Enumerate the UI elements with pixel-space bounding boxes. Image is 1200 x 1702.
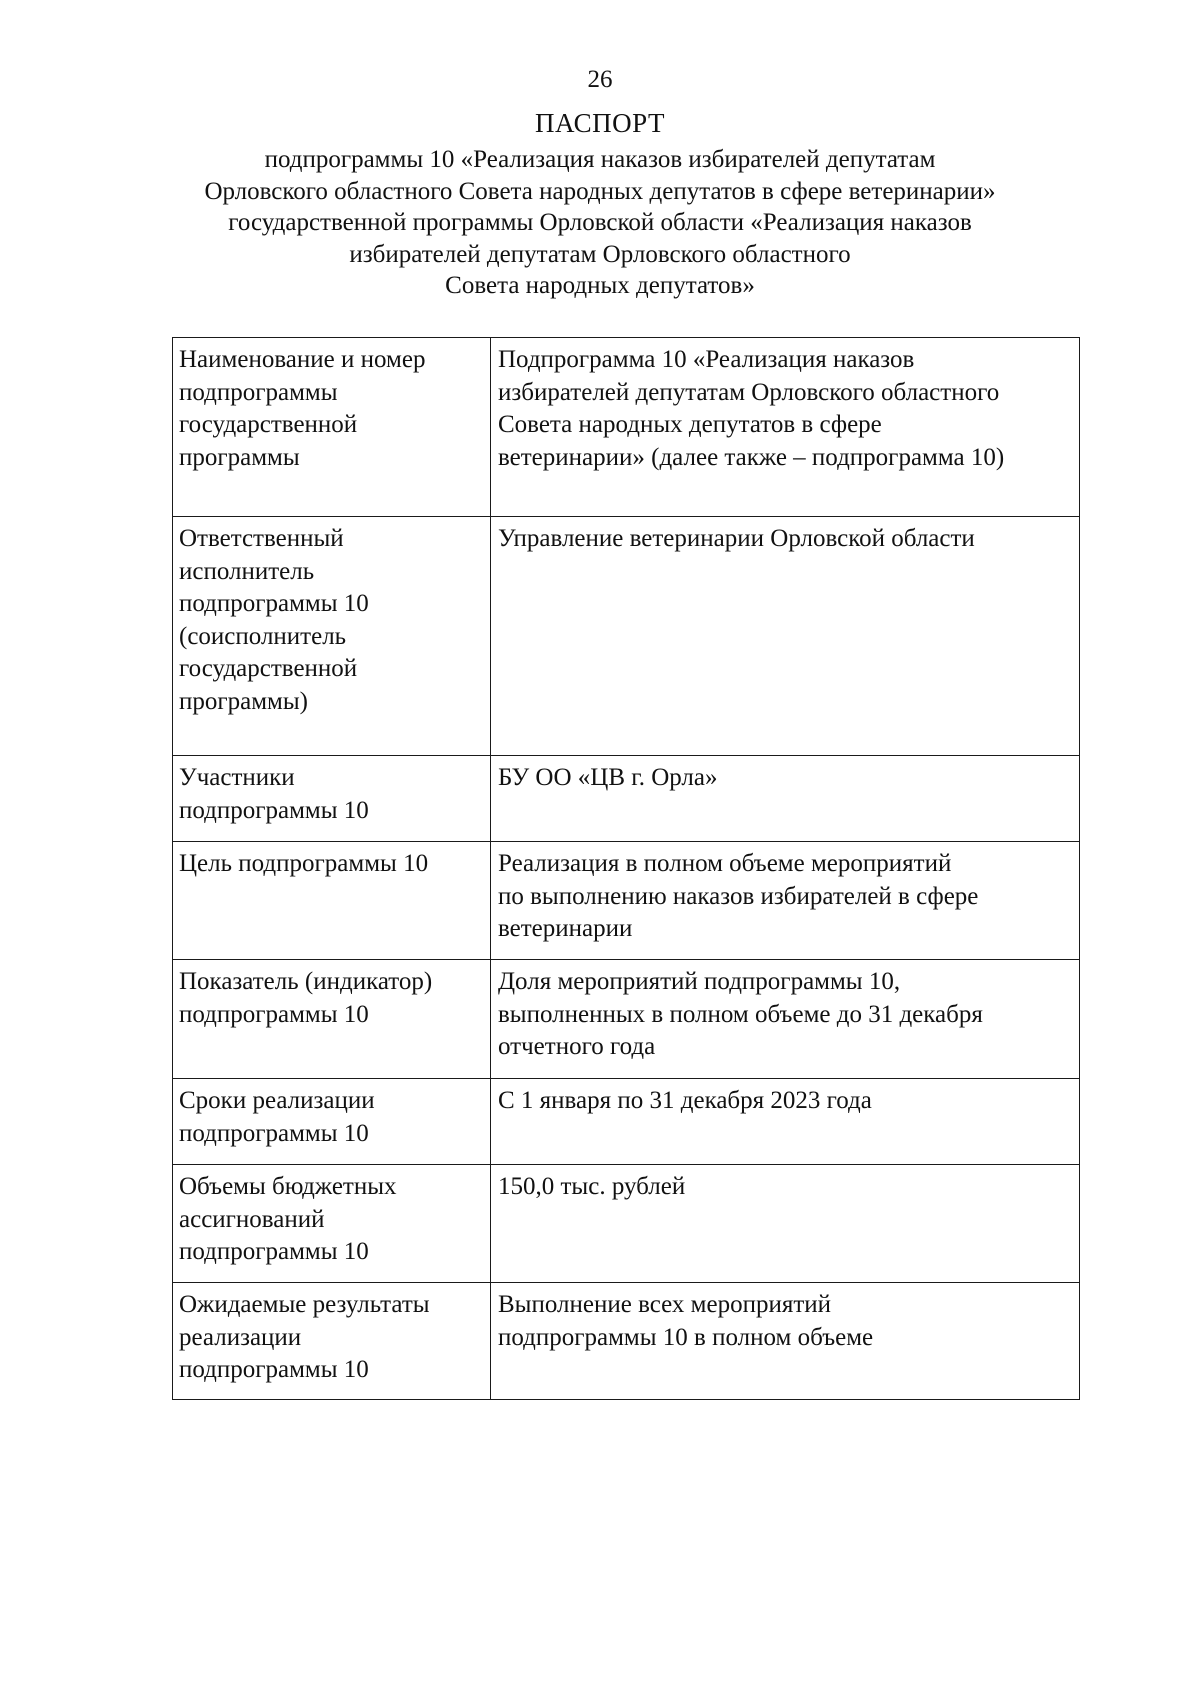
value-cell [491,1079,1080,1165]
label-line: Участники [179,764,295,791]
document-subtitle [0,144,1200,302]
label-line: Наименование и номер [179,346,426,373]
label-cell [173,1079,491,1165]
label-line: подпрограммы 10 [179,1356,369,1383]
value-line: 150,0 тыс. рублей [498,1173,686,1200]
value-line: избирателей депутатам Орловского областного [498,378,1000,406]
value-line: Доля мероприятий подпрограммы 10, [498,968,901,995]
label-line: подпрограммы 10 [179,1000,369,1028]
subtitle-line: избирателей депутатам Орловского областного [349,240,851,268]
label-line: Показатель (индикатор) [179,968,433,995]
table-row [173,338,1080,517]
value-line: отчетного года [498,1033,656,1060]
label-cell [173,1165,491,1283]
label-line: исполнитель [179,557,315,585]
value-cell [491,960,1080,1079]
subtitle-line: подпрограммы 10 «Реализация наказов избирателей депутатам [264,146,936,173]
subtitle-line: Совета народных депутатов» [445,272,755,299]
value-cell [491,842,1080,960]
label-line: Цель подпрограммы 10 [179,850,429,877]
value-line: по выполнению наказов избирателей в сфере [498,882,979,910]
value-line: Управление ветеринарии Орловской области [498,525,975,552]
label-line: государственной [179,655,358,682]
table-row [173,1283,1080,1400]
value-line: ветеринарии» (далее также – подпрограмма 10) [498,443,1005,471]
label-line: Ожидаемые результаты [179,1291,430,1318]
label-cell [173,842,491,960]
label-line: Объемы бюджетных [179,1173,397,1200]
label-line: подпрограммы 10 [179,796,369,824]
value-line: С 1 января по 31 декабря 2023 года [498,1087,872,1114]
table-row [173,517,1080,756]
value-line: ветеринарии [498,915,633,942]
label-line: ассигнований [179,1205,325,1233]
label-line: подпрограммы 10 [179,1119,369,1147]
label-cell [173,338,491,517]
subtitle-line: Орловского областного Совета народных депутатов в сфере ветеринарии» [204,177,996,205]
label-line: подпрограммы 10 [179,1238,369,1265]
table-row [173,1165,1080,1283]
value-cell [491,1283,1080,1400]
table-row [173,756,1080,842]
value-line: Выполнение всех мероприятий [498,1291,832,1318]
table-row [173,842,1080,960]
label-line: программы) [179,687,308,715]
table-row [173,1079,1080,1165]
value-line: Реализация в полном объеме мероприятий [498,850,952,877]
label-cell [173,517,491,756]
label-line: подпрограммы [179,378,338,406]
value-line: Подпрограмма 10 «Реализация наказов [498,346,915,373]
label-cell [173,960,491,1079]
label-line: подпрограммы 10 [179,590,369,617]
label-line: Ответственный [179,525,344,552]
value-cell [491,517,1080,756]
page-title: ПАСПОРТ [535,108,665,138]
value-cell [491,756,1080,842]
label-line: государственной [179,411,358,438]
value-line: Совета народных депутатов в сфере [498,411,882,438]
value-cell [491,338,1080,517]
value-line: выполненных в полном объеме до 31 декабря [498,1000,983,1028]
label-line: Сроки реализации [179,1087,375,1114]
label-cell [173,1283,491,1400]
label-line: реализации [179,1323,302,1351]
value-cell [491,1165,1080,1283]
page-number: 26 [587,66,613,93]
label-line: программы [179,443,300,471]
passport-table [172,337,1080,1400]
subtitle-line: государственной программы Орловской области «Реализация наказов [228,209,972,236]
label-cell [173,756,491,842]
value-line: БУ ОО «ЦВ г. Орла» [498,764,718,791]
label-line: (соисполнитель [179,622,347,650]
value-line: подпрограммы 10 в полном объеме [498,1323,874,1351]
table-row [173,960,1080,1079]
